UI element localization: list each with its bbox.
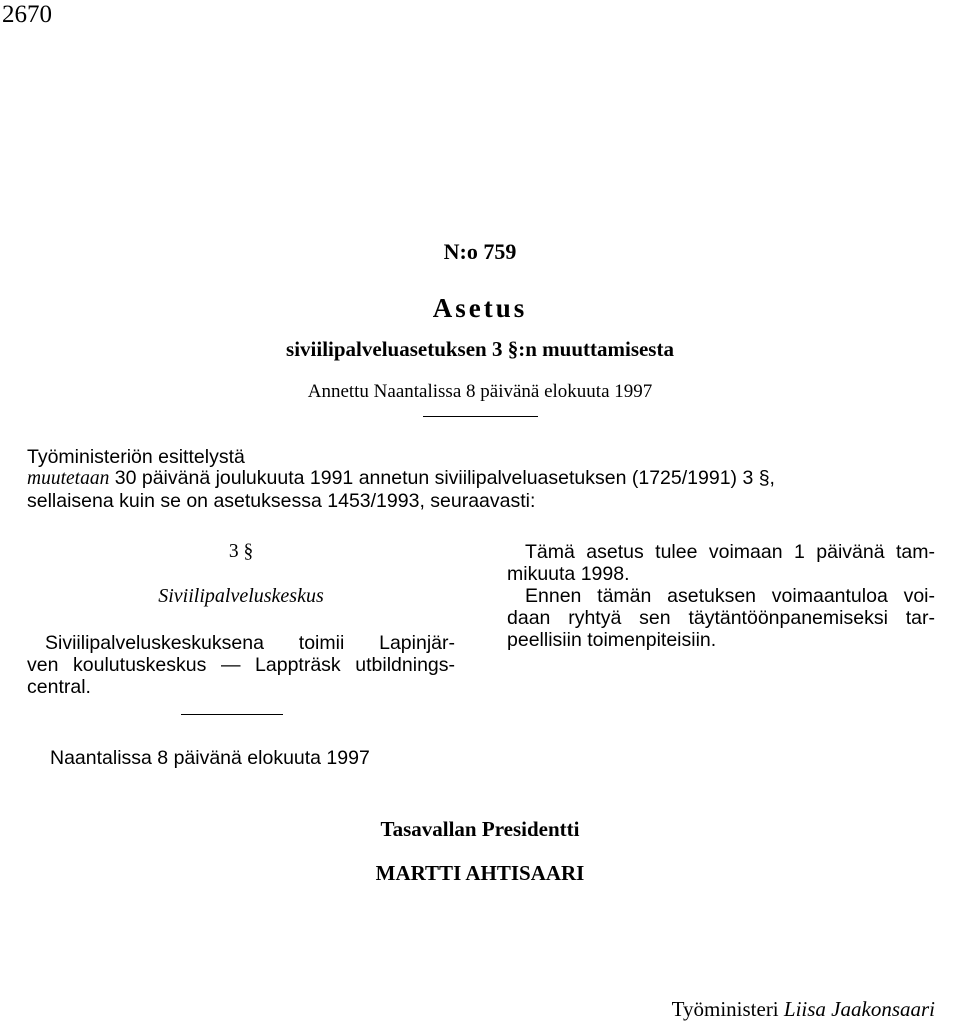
minister-signature bbox=[672, 996, 935, 1022]
document-type: Asetus bbox=[432, 293, 528, 323]
entry-line: mikuuta 1998. bbox=[507, 563, 630, 585]
entry-line: Ennen tämän asetuksen voimaantuloa voi- bbox=[525, 585, 935, 607]
section-number: 3 § bbox=[228, 541, 254, 562]
section-body bbox=[27, 632, 455, 698]
section-body-line: central. bbox=[27, 676, 91, 698]
signer-title: Tasavallan Presidentti bbox=[380, 817, 580, 841]
document-subject: siviilipalveluasetuksen 3 §:n muuttamisesta bbox=[286, 337, 674, 361]
issue-statement: Annettu Naantalissa 8 päivänä elokuuta 1997 bbox=[307, 381, 653, 402]
preamble-line-1-rest: 30 päivänä joulukuuta 1991 annetun siviilipalveluasetuksen (1725/1991) 3 §, bbox=[109, 467, 775, 489]
section-title: Siviilipalveluskeskus bbox=[158, 585, 324, 607]
preamble-line-2: sellaisena kuin se on asetuksessa 1453/1993, seuraavasti: bbox=[27, 490, 536, 512]
entry-line: daan ryhtyä sen täytäntöönpanemiseksi tar- bbox=[507, 607, 935, 629]
section-body-line: Siviilipalveluskeskuksena toimii Lapinjär- bbox=[45, 632, 455, 654]
section-divider bbox=[181, 714, 283, 715]
page-number: 2670 bbox=[2, 1, 52, 28]
header-divider bbox=[423, 416, 538, 417]
preamble-line-1 bbox=[27, 467, 937, 490]
preamble-emphasis: muutetaan bbox=[27, 468, 110, 489]
signer-name: MARTTI AHTISAARI bbox=[375, 861, 585, 885]
section-body-line: ven koulutuskeskus — Lappträsk utbildnings- bbox=[27, 654, 455, 676]
preamble-text bbox=[27, 467, 937, 512]
entry-line: peellisiin toimenpiteisiin. bbox=[507, 629, 717, 651]
entry-into-force bbox=[507, 541, 935, 651]
signing-place-date: Naantalissa 8 päivänä elokuuta 1997 bbox=[50, 747, 370, 769]
presenter-line: Työministeriön esittelystä bbox=[27, 446, 245, 468]
minister-role: Työministeri bbox=[671, 997, 779, 1021]
minister-name: Liisa Jaakonsaari bbox=[783, 997, 935, 1021]
entry-line: Tämä asetus tulee voimaan 1 päivänä tam- bbox=[525, 541, 935, 563]
law-number: N:o 759 bbox=[443, 239, 517, 264]
